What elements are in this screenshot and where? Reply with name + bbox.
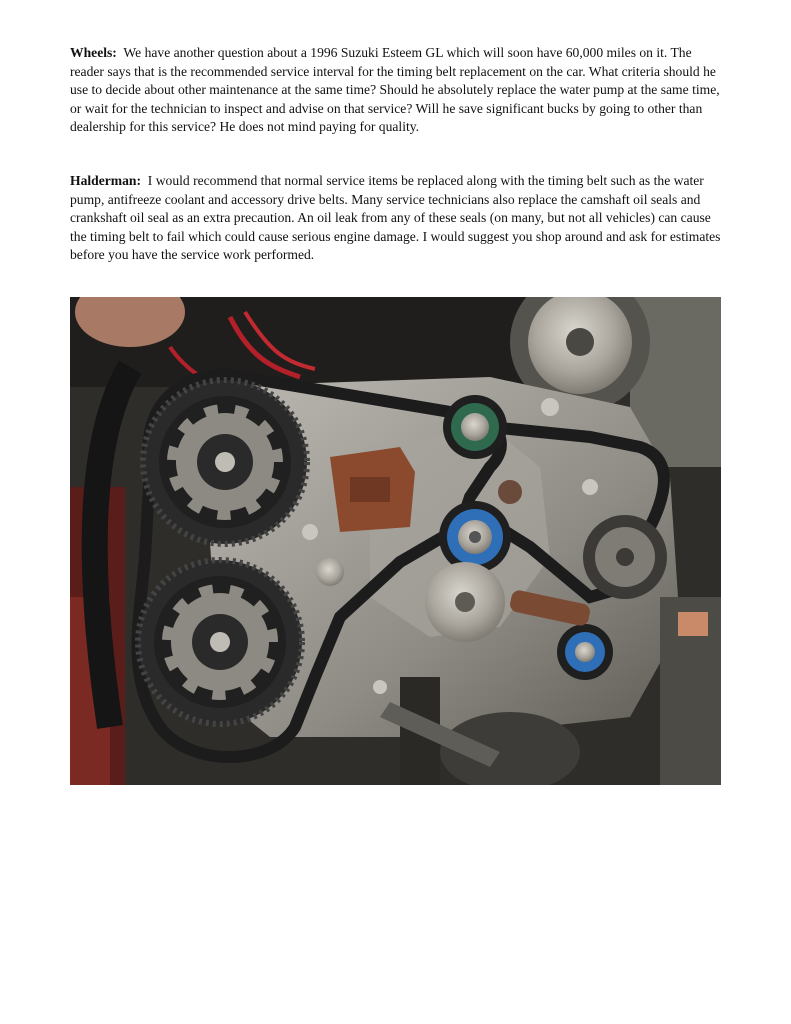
engine-timing-belt-photo xyxy=(70,297,721,785)
answer-paragraph xyxy=(70,172,725,265)
question-speaker: Wheels: xyxy=(70,45,117,60)
question-text: We have another question about a 1996 Suzuki Esteem GL which will soon have 60,000 miles on it. The reader says that is the recommended service interval for the timing belt replacement on the car. What criteria should he use to decide about other maintenance at the same time? Should he absolutely replace the water pump at the same time, or wait for the technician to inspect and advise on that service? Will he save significant bucks by going to other than dealership for this service? He does not mind paying for quality. xyxy=(70,45,720,134)
question-paragraph xyxy=(70,44,725,137)
answer-text: I would recommend that normal service items be replaced along with the timing belt such as the water pump, antifreeze coolant and accessory drive belts. Many service technicians also replace the camshaft oil seals and crankshaft oil seal as an extra precaution. An oil leak from any of these seals (on many, but not all vehicles) can cause the timing belt to fail which could cause serious engine damage. I would suggest you shop around and ask for estimates before you have the service work performed. xyxy=(70,173,721,262)
answer-speaker: Halderman: xyxy=(70,173,141,188)
